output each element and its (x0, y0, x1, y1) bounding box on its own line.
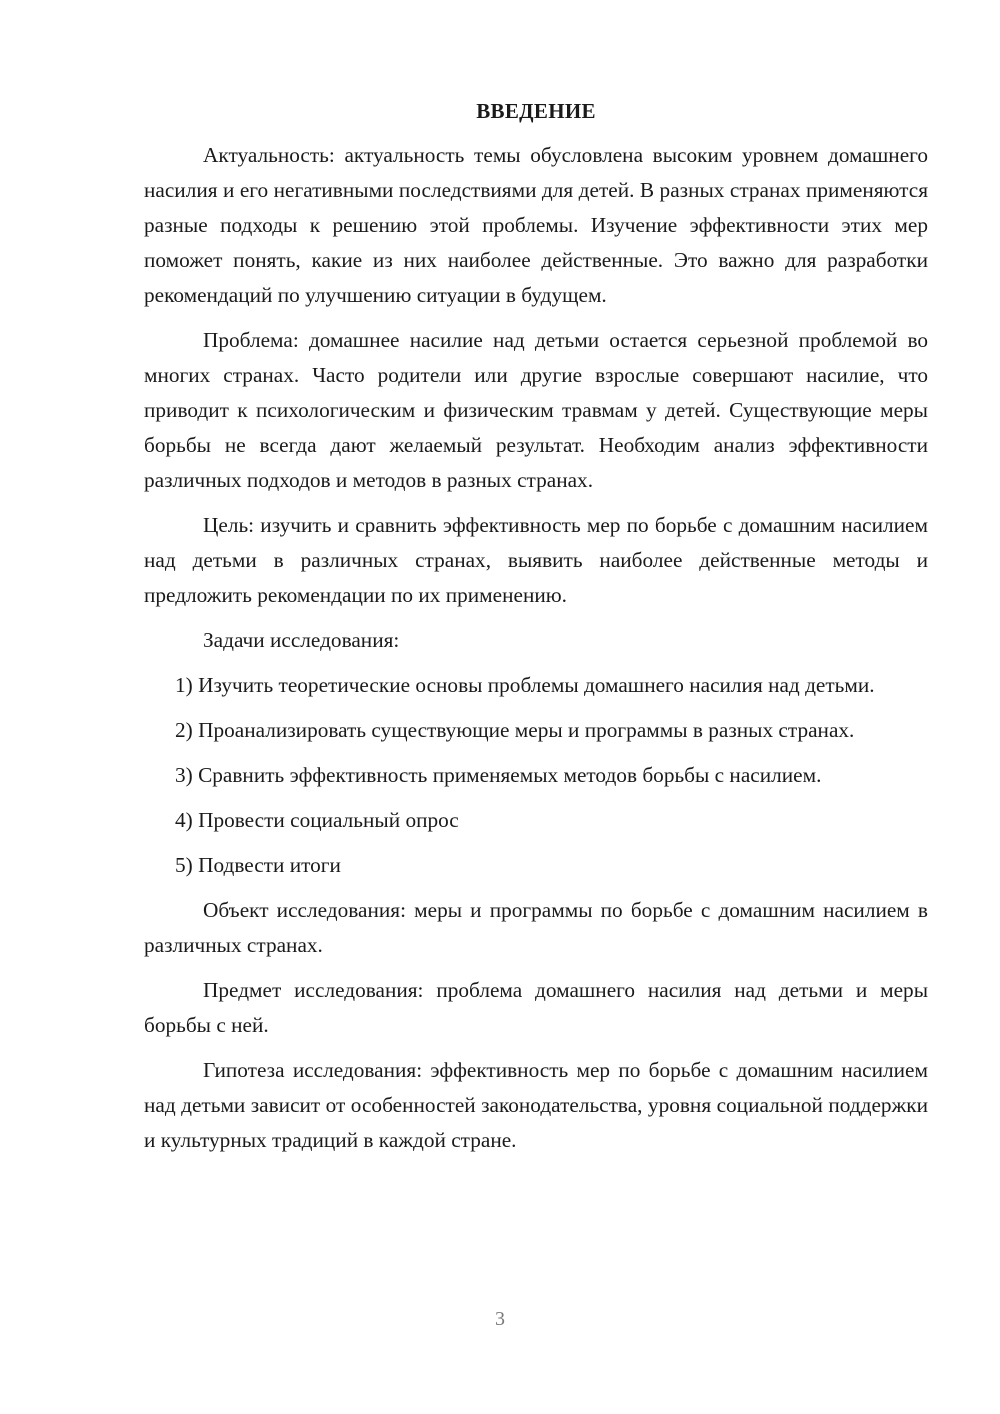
task-item-1: 1) Изучить теоретические основы проблемы домашнего насилия над детьми. (175, 673, 875, 697)
tasks-heading: Задачи исследования: (203, 628, 400, 652)
object-paragraph: Объект исследования: меры и программы по борьбе с домашним насилием в различных странах. (144, 898, 928, 957)
relevance-paragraph: Актуальность: актуальность темы обусловлена высоким уровнем домашнего насилия и его негативными последствиями для детей. В разных странах применяются разные подходы к решению этой проблемы. Изучение эффективности этих мер поможет понять, какие из них наиболее действенные. Это важно для разработки рекомендаций по улучшению ситуации в будущем. (144, 143, 928, 307)
task-item-3: 3) Сравнить эффективность применяемых методов борьбы с насилием. (175, 763, 822, 787)
subject-paragraph: Предмет исследования: проблема домашнего насилия над детьми и меры борьбы с ней. (144, 978, 928, 1037)
section-title: ВВЕДЕНИЕ (476, 99, 596, 123)
document-page (144, 96, 928, 1158)
goal-paragraph: Цель: изучить и сравнить эффективность мер по борьбе с домашним насилием над детьми в различных странах, выявить наиболее действенные методы и предложить рекомендации по их применению. (144, 513, 928, 607)
problem-paragraph: Проблема: домашнее насилие над детьми остается серьезной проблемой во многих странах. Часто родители или другие взрослые совершают насилие, что приводит к психологическим и физическим травмам у детей. Существующие меры борьбы не всегда дают желаемый результат. Необходим анализ эффективности различных подходов и методов в разных странах. (144, 328, 928, 492)
task-item-5: 5) Подвести итоги (175, 853, 341, 877)
task-item-4: 4) Провести социальный опрос (175, 808, 459, 832)
task-item-2: 2) Проанализировать существующие меры и программы в разных странах. (175, 718, 855, 742)
hypothesis-paragraph: Гипотеза исследования: эффективность мер по борьбе с домашним насилием над детьми зависит от особенностей законодательства, уровня социальной поддержки и культурных традиций в каждой стране. (144, 1058, 928, 1152)
page-number: 3 (495, 1308, 505, 1330)
